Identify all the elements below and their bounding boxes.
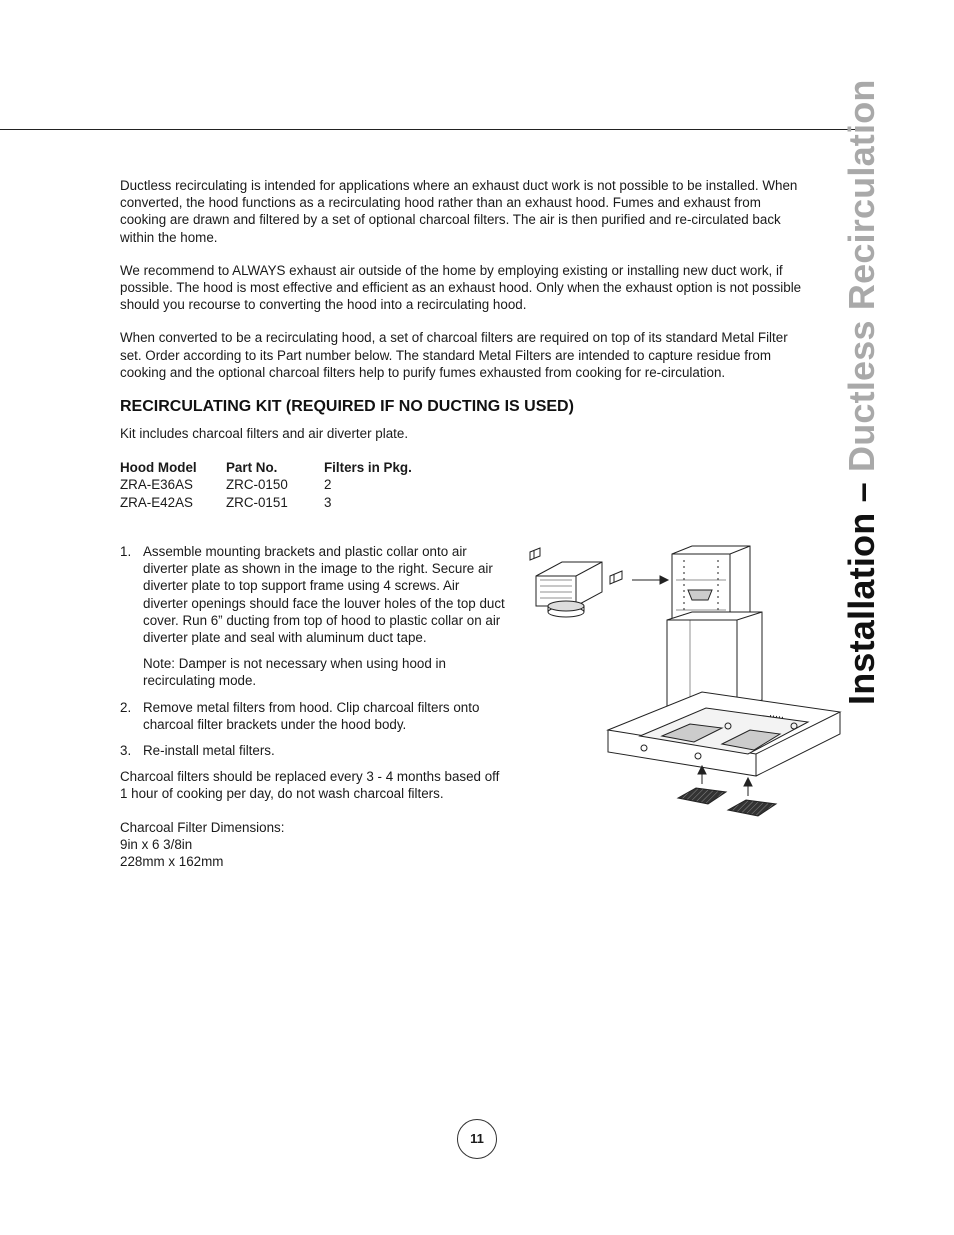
filter-dimensions <box>120 819 505 871</box>
table-cell: ZRA-E36AS <box>120 477 193 493</box>
instructions <box>120 543 505 870</box>
parts-table-header <box>120 459 444 476</box>
charcoal-filter-icon <box>678 766 726 804</box>
step-number: 3. <box>120 743 132 759</box>
kit-heading: RECIRCULATING KIT (REQUIRED IF NO DUCTING IS USED) <box>120 398 574 416</box>
dimensions-label: Charcoal Filter Dimensions: <box>120 819 285 835</box>
step-number: 1. <box>120 544 132 559</box>
header-filters: Filters in Pkg. <box>324 460 412 476</box>
table-cell: ZRC-0151 <box>226 494 288 510</box>
header-rule <box>0 129 870 130</box>
bracket-icon <box>610 571 622 584</box>
parts-table <box>120 459 444 511</box>
step-number: 2. <box>120 699 132 715</box>
charcoal-filter-icon <box>728 778 776 816</box>
air-diverter-plate <box>536 562 602 617</box>
filters-paragraph: When converted to be a recirculating hood, a set of charcoal filters are required on top of its standard Metal Filter set. Order according to its Part number below. The standard Metal Filters are intended to capture residue from cooking and the optional charcoal filters help to purify fumes exhausted from cooking for re-circulation. <box>120 330 788 380</box>
page-number: 11 <box>457 1119 497 1159</box>
table-row <box>120 476 444 493</box>
replacement-text: Charcoal filters should be replaced every 3 - 4 months based off 1 hour of cooking per day, do not wash charcoal filters. <box>120 769 500 802</box>
table-cell: 2 <box>324 477 332 493</box>
hood-body <box>608 692 840 776</box>
dimensions-imperial: 9in x 6 3/8in <box>120 836 193 852</box>
side-title-installation: Installation – <box>841 471 882 705</box>
side-title-ductless: Ductless Recirculation <box>841 79 882 472</box>
damper-note: Note: Damper is not necessary when using hood in recirculating mode. <box>143 656 446 689</box>
table-cell: ZRA-E42AS <box>120 494 193 510</box>
step-item <box>120 742 505 759</box>
main-content <box>120 177 810 528</box>
step-text: Remove metal filters from hood. Clip charcoal filters onto charcoal filter brackets under the hood body. <box>143 699 480 732</box>
table-cell: 3 <box>324 494 332 510</box>
arrow-icon <box>632 576 668 584</box>
step-text: Assemble mounting brackets and plastic collar onto air diverter plate as shown in the image to the right. Secure air diverter plate to top support frame using 4 screws. Air diverter openings should face the louver holes of the top duct cover. Run 6” ducting from top of hood to plastic collar on air diverter plate and seal with aluminum duct tape. <box>143 544 505 646</box>
dimensions-metric: 228mm x 162mm <box>120 854 224 870</box>
step-item <box>120 699 505 733</box>
header-part-no: Part No. <box>226 460 278 476</box>
bracket-icon <box>530 548 540 560</box>
table-row <box>120 494 444 511</box>
recommend-paragraph: We recommend to ALWAYS exhaust air outside of the home by employing existing or installing new duct work, if possible. The hood is most effective and efficient as an exhaust hood. Only when the exhaust option is not possible should you recourse to converting the hood into a recirculating hood. <box>120 262 802 313</box>
intro-paragraph: Ductless recirculating is intended for applications where an exhaust duct work is not possible to be installed. When converted, the hood functions as a recirculating hood rather than an exhaust hood. Fumes and exhaust from cooking are drawn and filtered by a set of optional charcoal filters. The air is then purified and re-circulated back within the home. <box>120 178 798 245</box>
kit-intro: Kit includes charcoal filters and air diverter plate. <box>120 426 409 442</box>
header-hood-model: Hood Model <box>120 460 197 476</box>
step-item <box>120 543 505 646</box>
table-cell: ZRC-0150 <box>226 477 288 493</box>
step-text: Re-install metal filters. <box>143 743 275 759</box>
hood-diagram <box>522 540 852 830</box>
